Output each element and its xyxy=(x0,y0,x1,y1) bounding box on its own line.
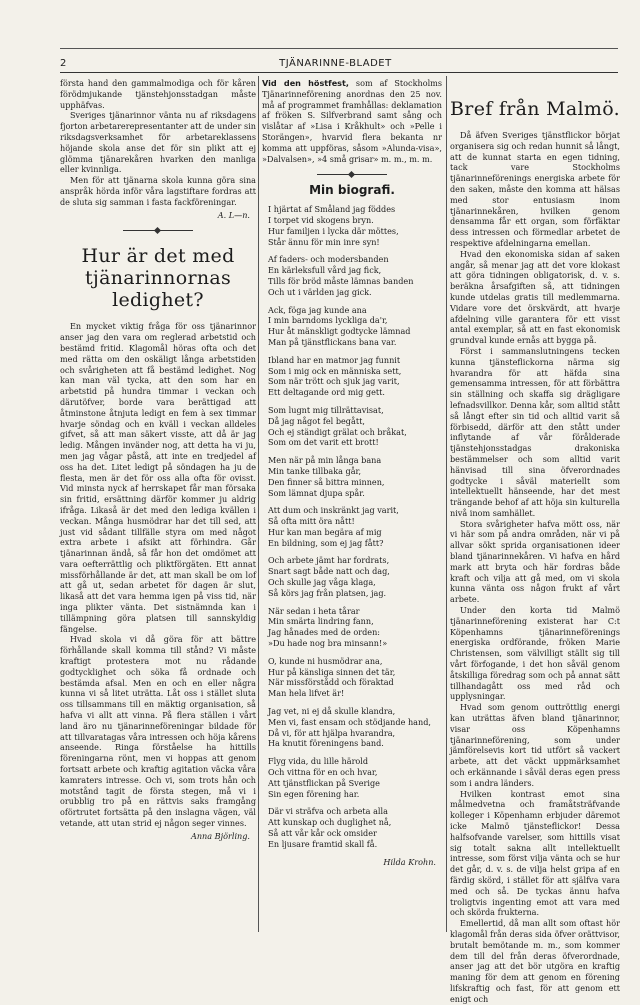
poem-line: Hur åt mänskligt godtycke lämnad xyxy=(268,326,411,337)
poem-line: Sin egen förening har. xyxy=(268,788,360,799)
poem-stanza xyxy=(268,405,442,448)
poem-line: »Du hade nog bra minsann!» xyxy=(268,638,388,649)
poem-line: Där vi sträfva och arbeta alla xyxy=(268,806,388,817)
poem-line: Då jag något fel begått, xyxy=(268,415,365,426)
poem-line: Att dum och inskränkt jag varit, xyxy=(268,505,399,516)
poem-line: Så att vår kår ock omsider xyxy=(268,828,377,839)
poem-line: Och arbete jämt har fordrats, xyxy=(268,555,390,566)
publication-title: TJÄNARINNE-BLADET xyxy=(279,57,392,69)
column-1 xyxy=(60,78,256,934)
poem-line: Den finner så bittra minnen, xyxy=(268,476,385,487)
poem-line: Snart sagt både natt och dag, xyxy=(268,566,390,577)
poem-line: Och ej ständigt grälat och bråkat, xyxy=(268,426,407,437)
poem-line: Man hela lifvet är! xyxy=(268,688,345,699)
letter-title: Bref från Malmö. xyxy=(450,98,620,120)
intro-paragraph-2: Sveriges tjänarinnor vänta nu af riksdagens fjorton arbetarerepresentanter att de under sin riksdagsverksamhet för arbetareklassens höjande skola anse det för sin plikt att ej glömma tjänarekåren hvarken den manliga eller kvinnliga. xyxy=(60,110,256,175)
poem-line: Ack, föga jag kunde ana xyxy=(268,304,367,315)
intro-signature: A. L—n. xyxy=(217,209,250,220)
poem-line: Att kunskap och duglighet nå, xyxy=(268,817,392,828)
poem-line: Men vi, fast ensam och stödjande hand, xyxy=(268,716,431,727)
poem-line: Står ännu för min inre syn! xyxy=(268,236,380,247)
poem-title: Min biografi. xyxy=(309,183,395,198)
notice-lead: Vid den höstfest, xyxy=(262,78,349,88)
poem-line: Tills för bröd måste lämnas banden xyxy=(268,275,414,286)
poem-line: Ett deltagande ord mig gett. xyxy=(268,387,385,398)
poem xyxy=(268,204,442,849)
poem-line: Men när på min långa bana xyxy=(268,455,382,466)
poem-line: Som om det varit ett brott! xyxy=(268,437,379,448)
poem-line: Min smärta lindring fann, xyxy=(268,616,374,627)
poem-line: Man på tjänstflickans bana var. xyxy=(268,336,397,347)
poem-line: Då vi, för att hjälpa hvarandra, xyxy=(268,727,396,738)
poem-stanza xyxy=(268,355,442,398)
poem-stanza xyxy=(268,806,442,849)
poem-line: En ljusare framtid skall få. xyxy=(268,838,378,849)
poem-line: Som i mig ock en människa sett, xyxy=(268,365,402,376)
poem-stanza xyxy=(268,606,442,649)
letter-paragraph-3: Först i sammanslutningens tecken kunna tjänsteflickorna närma sig hvarandra för att häfda sina gemensamma intressen, för att förbättra sin ställning och skaffa sig drägligare lefnadsvillkor. Denna kår, som alltid stått så långt efter sin tid och alltid varit så förbisedd, därför att den stått under inflytande af vår förålderade tjänstehjonsstadgas drakoniska bestämmelser och som alltid varit hänvisad till sina öfverordnades godtycke i såväl materiellt som intellektuellt hänseende, har det mest trängande behof af att höja sin kulturella nivå inom samhället. xyxy=(450,345,620,518)
article-paragraph-1: En mycket viktig fråga för oss tjänarinnor anser jag den vara om reglerad arbetstid och bestämd fritid. Klagomål höras ofta och det med rätta om den oskäligt långa arbetstiden och svårigheten att få bestämd ledighet. Nog kan man väl tycka, att den som har en arbetstid på hundra timmar i veckan och därutöfver, borde vara berättigad att åtminstone åtnjuta ledigt en fem à sex timmar hvarje söndag och en kväll i veckan alldeles gifvet, så att man säkert visste, att då är jag ledig. Mången invänder nog, att detta ha vi ju, men jag vågar påstå, att inte en tredjedel af oss ha det. Litet ledigt på söndagen ha ju de flesta, men är det för oss alla ofta för ovisst. Vid minsta nyck af herrskapet får man försaka sin fritid, ersättning därför kommer ju aldrig ifråga. Likaså är det med den lediga kvällen i veckan. Många husmödrar har det till sed, att just vid sådant tillfälle styra om med något extra arbete i afsikt att förhindra. Går tjänarinnan ändå, så får hon det omdömet att vara oefterrättlig och pliktförgäten. Ett annat missförhållande är det, att man skall be om lof att gå ut, sedan arbetet för dagen är slut, likaså att det vara hemma igen på viss tid, när inga plikter vänta. Det sistnämnda kan i tillämpning göra platsen till sannskyldig fängelse. xyxy=(60,321,256,634)
poem-stanza xyxy=(268,455,442,498)
poem-line: Hur kan man begära af mig xyxy=(268,526,382,537)
poem-line: I torpet vid skogens bryn. xyxy=(268,214,374,225)
poem-line: Som när trött och sjuk jag varit, xyxy=(268,376,400,387)
intro-paragraph-1: första hand den gammalmodiga och för kåren förödmjukande tjänstehjonsstadgan måste upphäfvas. xyxy=(60,78,256,110)
poem-line: Hur familjen i lycka där möttes, xyxy=(268,225,399,236)
letter-paragraph-5: Under den korta tid Malmö tjänarinneförening existerat har C:t Köpenhamns tjänarinneförenings energiska ordförande, fröken Marie Christensen, som välvilligt ställt sig till vårt förfogande, i det hon såväl genom åtskilliga föredrag som och på annat sätt tillhandagått oss med råd och upplysningar. xyxy=(450,605,620,702)
letter-paragraph-4: Stora svårigheter hafva mött oss, när vi här som på andra områden, när vi på allvar sökt sprida organisationen ideer bland tjänarinnekåren. Vi hafva en hård mark att bryta och här fordras både kraft och vilja att gå med, om vi skola kunna vänta oss någon frukt af vårt arbete. xyxy=(450,518,620,605)
column-divider-2 xyxy=(446,76,447,932)
poem-line: Jag vet, ni ej då skulle klandra, xyxy=(268,706,396,717)
poem-line: I min barndoms lyckliga da'r, xyxy=(268,315,388,326)
poem-line: Jag hånades med de orden: xyxy=(268,627,381,638)
letter-paragraph-1: Då äfven Sveriges tjänstflickor börjat organisera sig och redan hunnit så långt, att de kunnat starta en egen tidning, tack vare Stockholms tjänarinneförenings energiska arbete för den saken, måste den komma att hälsas med stor entusiasm inom tjänarinnekåren, hvilken genom densamma får ett organ, som förfäktar dess intressen och förmedlar arbetet de respektive afdelningarna emellan. xyxy=(450,130,620,248)
poem-line: En kärleksfull vård jag fick, xyxy=(268,265,382,276)
column-3 xyxy=(450,78,620,1004)
poem-stanza xyxy=(268,305,442,348)
letter-paragraph-7: Hvilken kontrast emot sina målmedvetna och framåtsträfvande kolleger i Köpenhamn erbjuder däremot icke Malmö tjänsteflickor! Dessa halfsofvande varelser, som hittills visat sig totalt sakna allt intellektuellt intresse, som först vilja vänta och se hur det går, d. v. s. de vilja helst gripa af en färdig skörd, i stället för att själfva vara med och så. De tyckas ännu hafva troligtvis ingenting emot att vara med och skörda frukterna. xyxy=(450,788,620,918)
poem-stanza xyxy=(268,756,442,799)
poem-stanza xyxy=(268,254,442,297)
poem-stanza xyxy=(268,555,442,598)
poem-line: Min tanke tillbaka går, xyxy=(268,465,362,476)
poem-line: En bildning, som ej jag fått? xyxy=(268,537,384,548)
section-separator xyxy=(123,230,193,231)
column-2 xyxy=(262,78,442,934)
letter-paragraph-2: Hvad den ekonomiska sidan af saken angår, så menar jag att det vore klokast att göra tidningen obligatorisk, d. v. s. beräkna årsafgiften så, att tidningen kunde utdelas gratis till medlemmarna. Vidare vore det örskvärdt, att hvarje afdelning ville garantera för ett visst antal exemplar, så att en fast ekonomisk grundval kunde ernås att bygga på. xyxy=(450,248,620,346)
page-number: 2 xyxy=(60,57,67,69)
poem-line: Så körs jag från platsen, jag. xyxy=(268,587,387,598)
poem-line: I hjärtat af Småland jag föddes xyxy=(268,204,396,215)
poem-line: Som lugnt mig tillrättavisat, xyxy=(268,404,384,415)
poem-line: Och ut i världen jag gick. xyxy=(268,286,372,297)
header-rule xyxy=(60,72,618,73)
poem-line: Af faders- och modersbanden xyxy=(268,254,389,265)
notice-paragraph xyxy=(262,78,442,164)
section-separator xyxy=(317,174,387,175)
notice-text: som af Stockholms Tjänarinneförening anordnas den 25 nov. må af programmet framhållas: deklamation af fröken S. Silfverbrand samt sång och vislåtar af »Lisa i Kråkhult» och »Pelle i Storängen», hvarvid flera bekanta nr komma att uppföras, såsom »Alunda-visa», »Dalvalsen», »4 små grisar» m. m., m. m. xyxy=(262,78,442,164)
poem-line: Att tjänstflickan på Sverige xyxy=(268,777,380,788)
letter-paragraph-8: Emellertid, då man allt som oftast hör klagomål från deras sida öfver orättvisor, brutalt bemötande m. m., som kommer dem till del från deras öfverordnade, anser jag att det bör utgöra en kraftig maning för dem att genom en förening lifskraftig och fast, för att genom ett enigt och xyxy=(450,918,620,1004)
poem-line: När sedan i heta tårar xyxy=(268,605,360,616)
poem-stanza xyxy=(268,656,442,699)
letter-paragraph-6: Hvad som genom outtröttlig energi kan uträttas äfven bland tjänarinnor, visar oss Köpenhamns tjänarinneförening, som under jämförelsevis kort tid utfört så vackert arbete, att det väckt uppmärksamhet och erkännande i såväl deras egen press som i andra länders. xyxy=(450,702,620,788)
poem-line: När missförstådd och föraktad xyxy=(268,677,394,688)
poem-line: Som lämnat djupa spår. xyxy=(268,487,365,498)
page-header xyxy=(60,55,618,71)
poem-line: Ibland har en matmor jag funnit xyxy=(268,354,401,365)
article-signature: Anna Björling. xyxy=(190,830,250,841)
poem-line: Flyg vida, du lille härold xyxy=(268,756,369,767)
poem-line: Och skulle jag våga klaga, xyxy=(268,577,376,588)
article-paragraph-2: Hvad skola vi då göra för att bättre förhållande skall komma till stånd? Vi måste kraftigt protestera mot nu rådande godtycklighet och söka få ordnade och bestämda afsal. Men en och en eller några kunna vi så litet uträtta. Låt oss i stället sluta oss tillsammans till en mäktig organisation, så hafva vi allt att vinna. På flera ställen i vårt land äro nu tjänarinneföreningar bildade för att tillvaratagas våra intressen och höja kårens anseende. Ringa förståelse ha hittills föreningarna rönt, men vi hoppas att genom fortsatt arbete och kraftig agitation väcka våra kamraters intresse. Och vi, som trots hån och motstånd tagit de första stegen, må vi i orubblig tro på en rättvis saks framgång oförtrutet fortsätta på den inslagna vägen, väl vetande, att utan strid ej någon seger vinnes. xyxy=(60,634,256,829)
poem-stanza xyxy=(268,204,442,247)
poem-line: Och vittna för en och hvar, xyxy=(268,767,378,778)
intro-paragraph-3: Men för att tjänarna skola kunna göra sina anspråk hörda inför våra lagstiftare fordras att de sluta sig samman i fasta fackföreningar. xyxy=(60,175,256,207)
poem-stanza xyxy=(268,505,442,548)
column-divider-1 xyxy=(258,76,259,932)
poem-line: Ha knutit föreningens band. xyxy=(268,738,384,749)
poem-line: O, kunde ni husmödrar ana, xyxy=(268,655,383,666)
article-title: Hur är det med tjänarinnornas ledighet? xyxy=(81,245,235,312)
poem-line: Så ofta mitt öra nått! xyxy=(268,516,355,527)
poem-line: Hur på känsliga sinnen det tär, xyxy=(268,666,396,677)
top-border xyxy=(60,48,618,49)
poem-signature: Hilda Krohn. xyxy=(383,856,436,867)
poem-stanza xyxy=(268,706,442,749)
